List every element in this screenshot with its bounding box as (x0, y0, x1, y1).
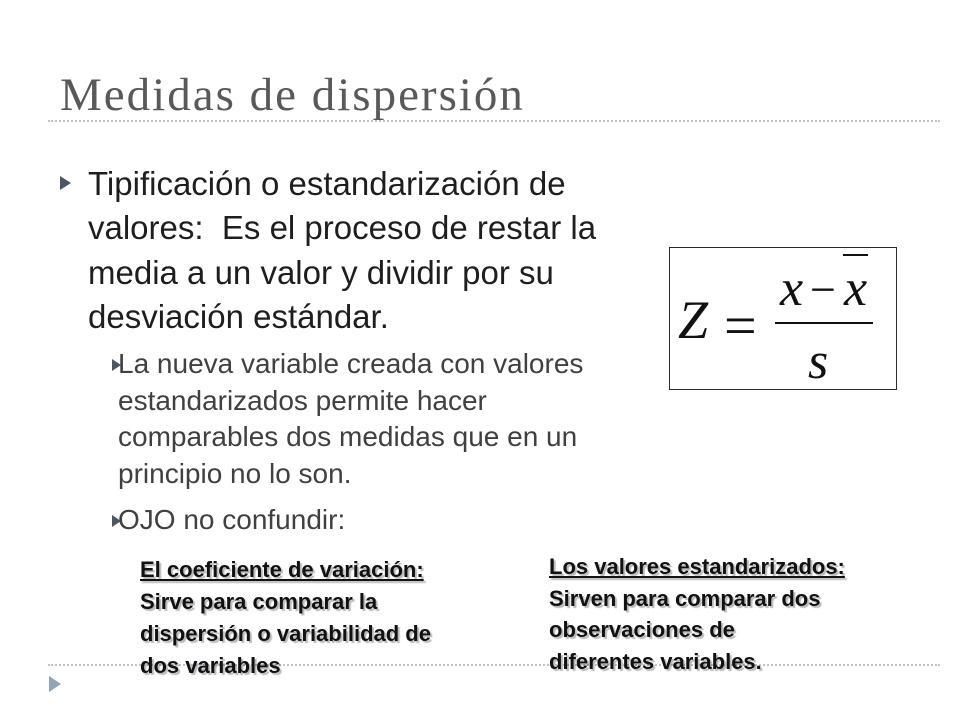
title-divider (48, 120, 940, 122)
bullet-line: desviación estándar. (88, 297, 389, 335)
sub-bullet-line: estandarizados permite hacer (118, 384, 487, 416)
note-line: dos variables (140, 653, 281, 678)
sub-bullet-text (118, 346, 583, 493)
sub-bullet-text (118, 502, 345, 539)
note-heading: El coeficiente de variación: (140, 557, 424, 582)
note-line: dispersión o variabilidad de (140, 621, 431, 646)
note-line: Sirve para comparar la (140, 589, 378, 614)
bullet-line: valores: Es el proceso de restar la (88, 209, 597, 247)
bullet-line: Tipificación o estandarización de (88, 165, 566, 202)
sub-bullet-line: OJO no confundir: (118, 504, 346, 535)
note-line: Sirven para comparar dos (549, 585, 821, 611)
triangle-bullet-icon (60, 176, 71, 190)
minus-sign: − (809, 263, 836, 315)
sub-bullet-line: comparables dos medidas que en un (118, 421, 578, 453)
denominator-s: s (807, 332, 828, 390)
note-coeficiente-variacion (140, 554, 431, 682)
note-line: diferentes variables. (549, 649, 762, 675)
slide-title: Medidas de dispersión (60, 69, 525, 121)
bullet-line: media a un valor y dividir por su (88, 253, 554, 291)
formula-box (669, 247, 897, 390)
sub-bullet-line: principio no lo son. (118, 458, 352, 490)
sub-bullet-line: La nueva variable creada con valores (118, 348, 584, 379)
numerator-x: x (779, 259, 803, 317)
note-valores-estandarizados (549, 551, 845, 678)
formula-equals-sign: = (723, 292, 757, 358)
formula-svg (669, 247, 897, 390)
bullet-text (88, 162, 596, 339)
note-heading: Los valores estandarizados: (549, 554, 845, 579)
formula-lhs-z: Z (677, 289, 708, 350)
numerator-x-bar: x (843, 259, 867, 317)
triangle-right-icon (49, 676, 61, 692)
note-line: observaciones de (549, 617, 735, 643)
